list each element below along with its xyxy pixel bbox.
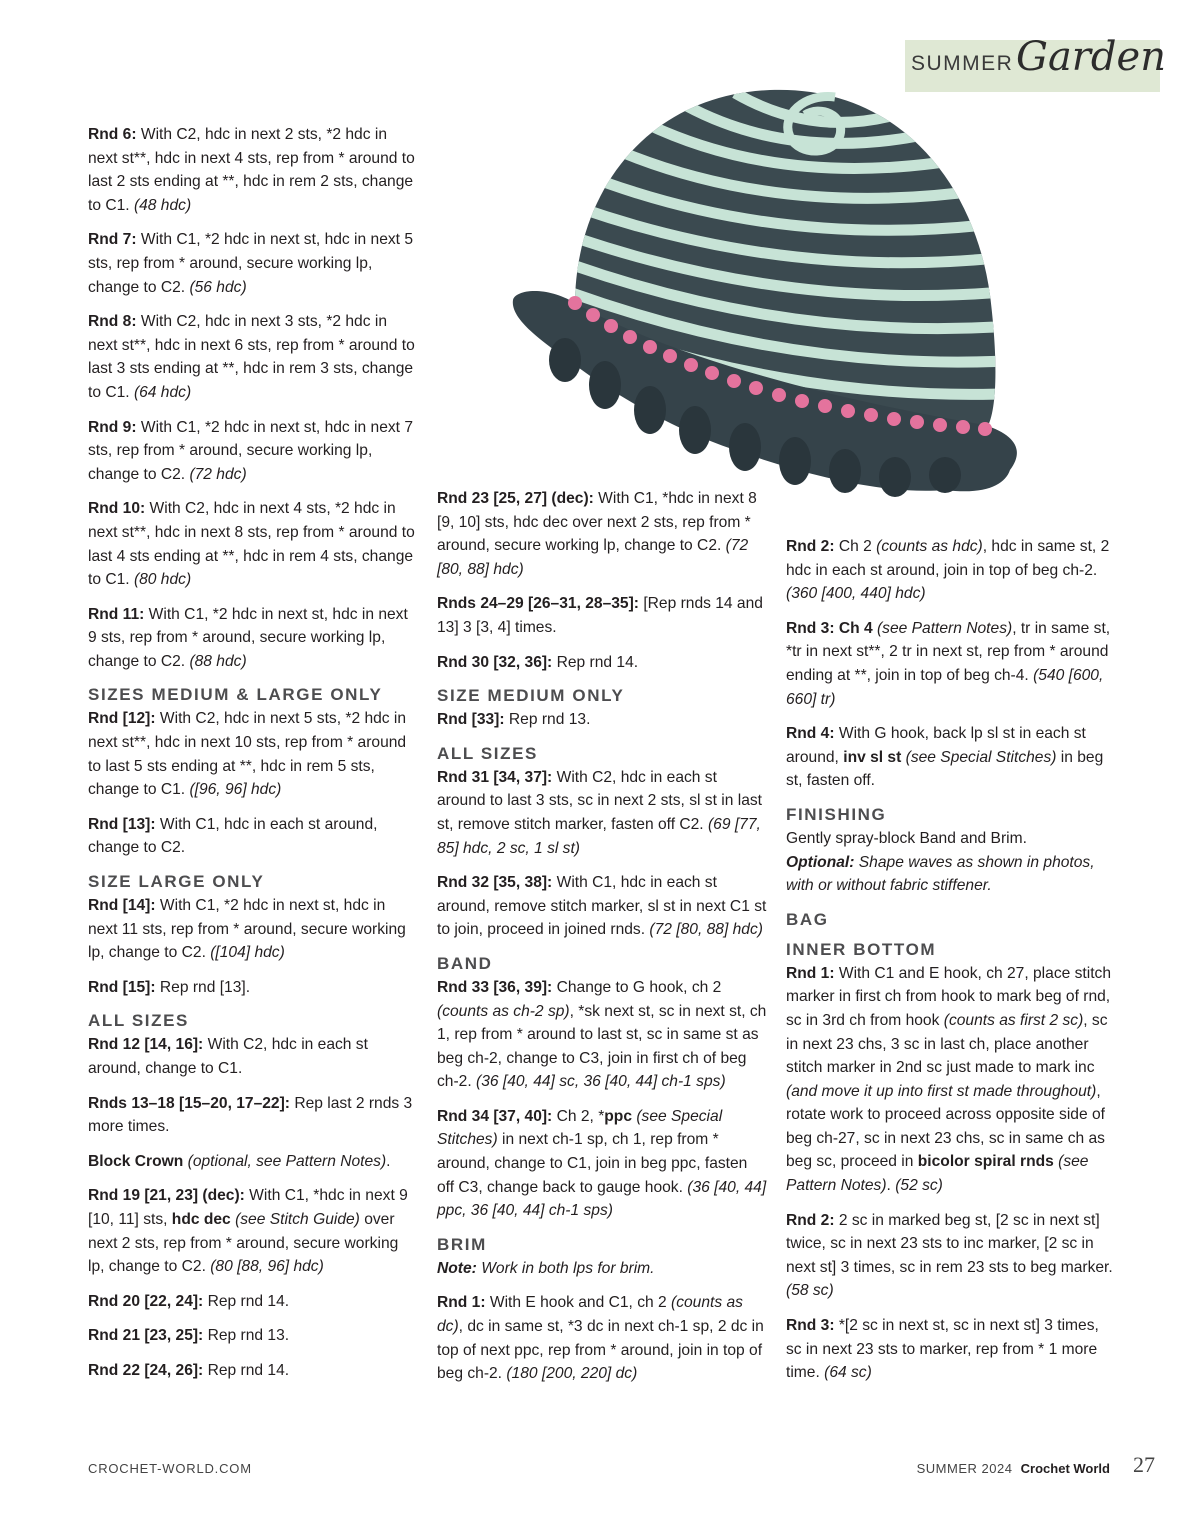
heading-bag: BAG — [786, 909, 829, 929]
round-12-ml: Rnd [12]: With C2, hdc in next 5 sts, *2 hdc in next st**, hdc in next 10 sts, rep from * around to last 5 sts ending at **, hdc in rem 5 sts, change to C1. ([96, 96] hdc) — [88, 710, 407, 799]
column-left — [88, 123, 418, 1394]
round-30: Rnd 30 [32, 36]: Rep rnd 14. — [437, 653, 639, 671]
round-22: Rnd 22 [24, 26]: Rep rnd 14. — [88, 1361, 290, 1379]
brim-round-3: Rnd 3: Ch 4 (see Pattern Notes), tr in same st, *tr in next st**, 2 tr in next st, rep from * around ending at **, join in top of beg ch-4. (540 [600, 660] tr) — [786, 619, 1111, 708]
bag-round-3: Rnd 3: *[2 sc in next st, sc in next st] 3 times, sc in next 23 sts to marker, rep from * 1 more time. (64 sc) — [786, 1317, 1099, 1382]
brim-round-2: Rnd 2: Ch 2 (counts as hdc), hdc in same st, 2 hdc in each st around, join in top of beg ch-2. (360 [400, 440] hdc) — [786, 538, 1110, 603]
block-crown: Block Crown (optional, see Pattern Notes). — [88, 1152, 391, 1170]
column-middle — [437, 487, 767, 1397]
round-33: Rnd 33 [36, 39]: Change to G hook, ch 2 (counts as ch-2 sp), *sk next st, sc in next st, ch 1, rep from * around to last st, sc in same st as beg ch-2, change to C3, join in first ch of beg ch-2. (36 [40, 44] sc, 36 [40, 44] ch-1 sps) — [437, 978, 767, 1091]
heading-all-sizes: ALL SIZES — [88, 1011, 189, 1031]
rounds-13-18: Rnds 13–18 [15–20, 17–22]: Rep last 2 rnds 3 more times. — [88, 1094, 413, 1136]
heading-sizes-medium-large: SIZES MEDIUM & LARGE ONLY — [88, 685, 383, 705]
round-6: Rnd 6: With C2, hdc in next 2 sts, *2 hdc in next st**, hdc in next 4 sts, rep from * around to last 2 sts ending at **, hdc in rem 2 sts, change to C1. (48 hdc) — [88, 126, 415, 214]
brim-round-1: Rnd 1: With E hook and C1, ch 2 (counts as dc), dc in same st, *3 dc in next ch-1 sp, 2 dc in top of next ppc, rep from * around, join in top of beg ch-2. (180 [200, 220] dc) — [437, 1294, 764, 1383]
round-21: Rnd 21 [23, 25]: Rep rnd 13. — [88, 1327, 290, 1345]
round-31: Rnd 31 [34, 37]: With C2, hdc in each st around to last 3 sts, sc in next 2 sts, sl st in last st, remove stitch marker, fasten off C2. (69 [77, 85] hdc, 2 sc, 1 sl st) — [437, 768, 763, 857]
round-15-l: Rnd [15]: Rep rnd [13]. — [88, 978, 251, 996]
brim-note: Note: Work in both lps for brim. — [437, 1259, 655, 1277]
footer-issue: SUMMER 2024 Crochet World — [916, 1461, 1110, 1476]
brim-round-4: Rnd 4: With G hook, back lp sl st in each st around, inv sl st (see Special Stitches) in beg st, fasten off. — [786, 725, 1104, 790]
column-right — [786, 535, 1116, 1396]
badge-summer-text: SUMMER — [911, 52, 1014, 75]
rounds-24-29: Rnds 24–29 [26–31, 28–35]: [Rep rnds 14 and 13] 3 [3, 4] times. — [437, 595, 763, 636]
round-23: Rnd 23 [25, 27] (dec): With C1, *hdc in next 8 [9, 10] sts, hdc dec over next 2 sts, rep from * around, secure working lp, change to C2. (72 [80, 88] hdc) — [437, 490, 757, 578]
footer-website: CROCHET-WORLD.COM — [88, 1461, 252, 1476]
heading-size-large: SIZE LARGE ONLY — [88, 872, 265, 892]
bag-round-2: Rnd 2: 2 sc in marked beg st, [2 sc in next st] twice, sc in next 23 sts to inc marker, [2 sc in next st] 3 times, sc in rem 23 sts to beg marker. (58 sc) — [786, 1211, 1113, 1300]
heading-all-sizes-2: ALL SIZES — [437, 743, 538, 763]
round-8: Rnd 8: With C2, hdc in next 3 sts, *2 hdc in next st**, hdc in next 6 sts, rep from * around to last 3 sts ending at **, hdc in rem 3 sts, change to C1. (64 hdc) — [88, 313, 415, 401]
round-10: Rnd 10: With C2, hdc in next 4 sts, *2 hdc in next st**, hdc in next 8 sts, rep from * around to last 4 sts ending at **, hdc in rem 4 sts, change to C1. (80 hdc) — [88, 500, 415, 589]
finishing-text: Gently spray-block Band and Brim. Optional: Shape waves as shown in photos, with or without fabric stiffener. — [786, 829, 1095, 895]
round-13-ml: Rnd [13]: With C1, hdc in each st around, change to C2. — [88, 815, 378, 857]
heading-finishing: FINISHING — [786, 804, 887, 824]
round-9: Rnd 9: With C1, *2 hdc in next st, hdc in next 7 sts, rep from * around, secure working lp, change to C2. (72 hdc) — [88, 418, 414, 483]
round-33-m: Rnd [33]: Rep rnd 13. — [437, 711, 591, 729]
round-32: Rnd 32 [35, 38]: With C1, hdc in each st around, remove stitch marker, sl st in next C1 st to join, proceed in joined rnds. (72 [80, 88] hdc) — [437, 874, 767, 939]
badge-garden-text: Garden — [1016, 34, 1166, 80]
heading-brim: BRIM — [437, 1234, 487, 1254]
round-19: Rnd 19 [21, 23] (dec): With C1, *hdc in next 9 [10, 11] sts, hdc dec (see Stitch Guide) over next 2 sts, rep from * around, secure working lp, change to C2. (80 [88, 96] hdc) — [88, 1187, 408, 1276]
round-14-l: Rnd [14]: With C1, *2 hdc in next st, hdc in next 11 sts, rep from * around, secure working lp, change to C2. ([104] hdc) — [88, 897, 406, 962]
bag-round-1: Rnd 1: With C1 and E hook, ch 27, place stitch marker in first ch from hook to mark beg of rnd, sc in 3rd ch from hook (counts as first 2 sc), sc in next 23 chs, 3 sc in last ch, place another stitch marker in 2nd sc just made to mark inc (and move it up into first st made throughout), rotate work to proceed across opposite side of beg ch-27, sc in next 23 chs, sc in same ch as beg sc, proceed in bicolor spiral rnds (see Pattern Notes). (52 sc) — [786, 964, 1112, 1195]
heading-inner-bottom: INNER BOTTOM — [786, 939, 937, 959]
round-12: Rnd 12 [14, 16]: With C2, hdc in each st around, change to C1. — [88, 1036, 368, 1077]
heading-band: BAND — [437, 953, 493, 973]
round-20: Rnd 20 [22, 24]: Rep rnd 14. — [88, 1292, 290, 1310]
round-7: Rnd 7: With C1, *2 hdc in next st, hdc in next 5 sts, rep from * around, secure working lp, change to C2. (56 hdc) — [88, 231, 414, 296]
page-number: 27 — [1133, 1452, 1155, 1477]
round-34: Rnd 34 [37, 40]: Ch 2, *ppc (see Special Stitches) in next ch-1 sp, ch 1, rep from * around, change to C1, join in beg ppc, fasten off C3, change back to gauge hook. (36 [40, 44] ppc, 36 [40, 44] ch-1 sps) — [437, 1107, 767, 1220]
heading-size-medium: SIZE MEDIUM ONLY — [437, 686, 625, 706]
hat-photo — [505, 75, 1075, 530]
round-11: Rnd 11: With C1, *2 hdc in next st, hdc in next 9 sts, rep from * around, secure working lp, change to C2. (88 hdc) — [88, 605, 408, 670]
